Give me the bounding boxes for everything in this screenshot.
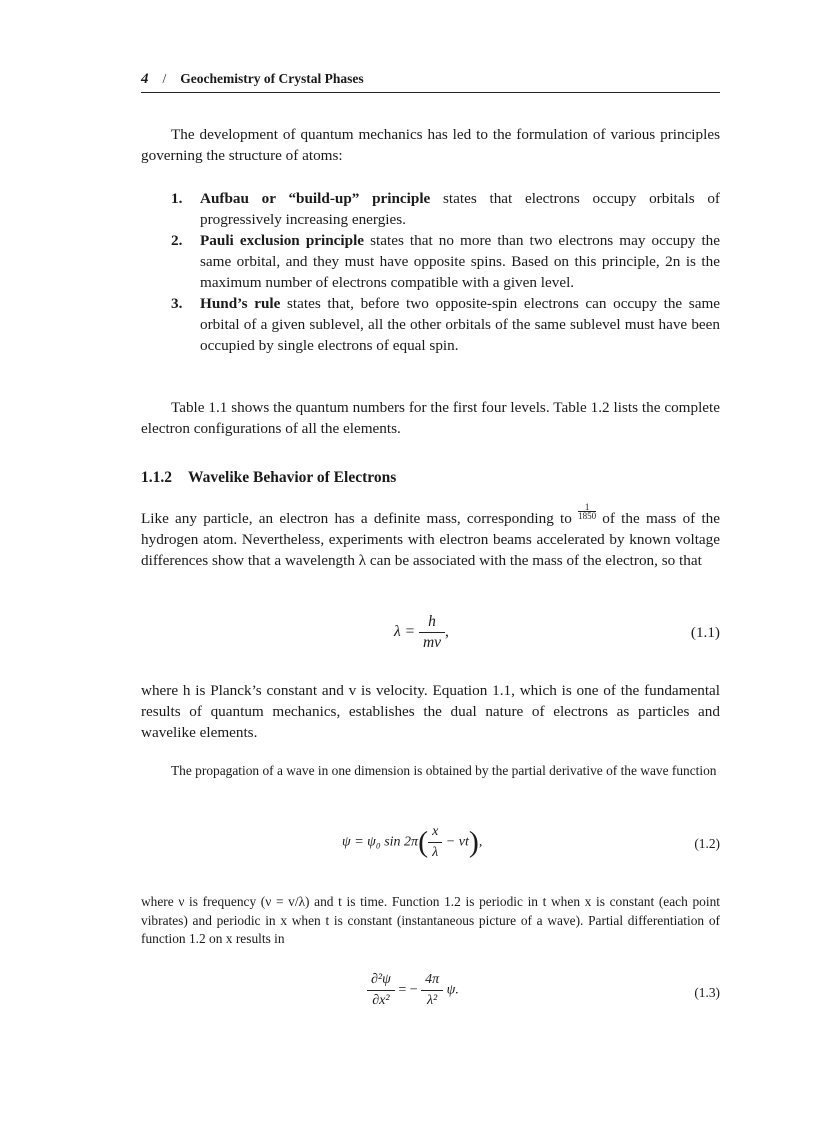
list-item-number: 2.: [171, 232, 183, 249]
principle-text: states that no more than two electrons may occupy the same orbital, and they must have opposite spins. Based on this principle, 2n is the maximum number of electrons compatible with a given level.: [200, 232, 721, 291]
list-item: [141, 230, 720, 293]
page-number: 4: [141, 71, 149, 87]
equation-number: (1.2): [694, 836, 720, 851]
principle-name: Pauli exclusion principle: [200, 232, 365, 249]
section-number: 1.1.2: [141, 469, 172, 486]
eq1-denominator: mv: [422, 634, 442, 651]
running-head-separator: /: [162, 71, 167, 86]
equation-1-3: [141, 970, 720, 1016]
mass-text-after: of the mass of the hydrogen atom. Nevertheless, experiments with electron beams accelerated by known voltage differences show that a wavelength λ can be associated with the mass of the electron, so that: [141, 510, 720, 569]
equation-1-1: [141, 612, 720, 656]
running-head-title: Geochemistry of Crystal Phases: [180, 71, 364, 86]
eq1-numerator: h: [419, 612, 445, 633]
propagation-paragraph: The propagation of a wave in one dimension is obtained by the partial derivative of the wave function: [171, 763, 717, 778]
equation-1-3-body: [367, 970, 459, 1011]
equation-number: (1.1): [690, 624, 720, 641]
eq2-open-paren: (: [418, 825, 429, 859]
eq2-close-paren: ): [468, 825, 479, 859]
inline-fraction-numerator: 1: [578, 503, 596, 512]
eq3-lhs-numerator: ∂²ψ: [367, 970, 395, 991]
principles-list: [141, 188, 720, 356]
mass-paragraph: [141, 503, 720, 571]
frequency-paragraph: where ν is frequency (ν = v/λ) and t is time. Function 1.2 is periodic in t when x is constant (each point vibrates) and periodic in x when t is constant (instantaneous picture of a wave). Partial differentiation of function 1.2 on x results in: [141, 894, 720, 946]
intro-paragraph: The development of quantum mechanics has led to the formulation of various principles governing the structure of atoms:: [141, 126, 720, 164]
inline-fraction: [578, 503, 596, 520]
list-item-number: 1.: [171, 190, 183, 207]
tables-paragraph: Table 1.1 shows the quantum numbers for the first four levels. Table 1.2 lists the complete electron configurations of all the elements.: [141, 399, 720, 437]
equation-1-2-body: [342, 822, 482, 863]
eq2-fraction: [428, 822, 442, 863]
eq2-tail: ,: [478, 834, 483, 850]
equation-1-2: [141, 822, 720, 868]
section-heading: [141, 469, 396, 487]
equation-number: (1.3): [694, 985, 720, 1000]
equation-1-1-body: [394, 612, 449, 653]
eq1-tail: ,: [445, 623, 449, 641]
principle-name: Hund’s rule: [200, 295, 281, 312]
eq2-numerator: x: [428, 822, 442, 843]
eq3-rhs-denominator: λ²: [426, 993, 438, 1008]
eq1-fraction: [419, 612, 445, 653]
mass-text-before: Like any particle, an electron has a definite mass, corresponding to: [141, 510, 579, 527]
inline-fraction-denominator: 1850: [578, 511, 597, 521]
principle-text: states that electrons occupy orbitals of progressively increasing energies.: [200, 190, 720, 228]
eq1-lhs: λ =: [394, 623, 416, 641]
eq2-lhs: ψ = ψ₀ sin 2π: [342, 834, 419, 850]
principle-text: states that, before two opposite-spin electrons can occupy the same orbital of a given sublevel, all the other orbitals of the same sublevel must have been occupied by single electrons of equal spin.: [200, 295, 720, 354]
eq2-denominator: λ: [432, 845, 439, 860]
eq3-lhs-denominator: ∂x²: [372, 993, 390, 1008]
principle-name: Aufbau or “build-up” principle: [200, 190, 431, 207]
section-title: Wavelike Behavior of Electrons: [188, 469, 397, 486]
eq3-tail: ψ.: [446, 982, 459, 998]
list-item: [141, 188, 720, 230]
eq2-mid: − νt: [445, 834, 469, 850]
list-item: [141, 293, 720, 356]
eq3-rhs-fraction: [421, 970, 443, 1011]
eq3-equals: = −: [398, 982, 418, 998]
running-head: [141, 70, 720, 93]
list-item-number: 3.: [171, 295, 183, 312]
eq3-lhs-fraction: [367, 970, 395, 1011]
planck-paragraph: where h is Planck’s constant and v is velocity. Equation 1.1, which is one of the fundamental results of quantum mechanics, establishes the dual nature of electrons as particles and wavelike elements.: [141, 682, 720, 741]
eq3-rhs-numerator: 4π: [421, 970, 443, 991]
